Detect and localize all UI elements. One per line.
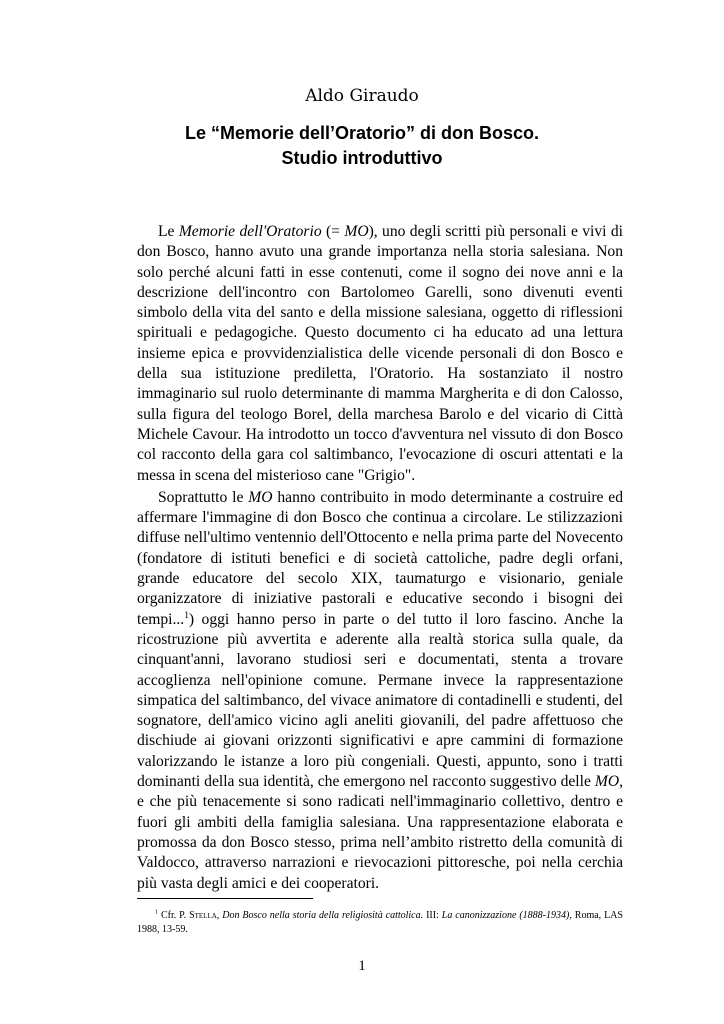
- p2-italic-2: MO: [594, 773, 620, 791]
- p1-text-1: Le: [158, 223, 179, 240]
- page-number: 1: [358, 958, 366, 974]
- fn-italic-1: Don Bosco nella storia della religiosità cattolica.: [222, 910, 424, 921]
- footnote-separator: [137, 898, 313, 899]
- body-text: [137, 222, 623, 894]
- document-title: [0, 121, 724, 171]
- p2-text-3: ) oggi hanno perso in parte o del tutto il loro fascino. Anche la ricostruzione più avvertita e aderente alla realtà storica sulla quale, da cinquant'anni, lavorano studiosi seri e documentati, stenta a trovare accoglienza nell'opinione comune. Permane invece la rappresentazione simpatica del saltimbanco, del vivace animatore di contadinelli e studenti, del sognatore, dell'amico vicino agli aneliti giovanili, del padre affettuoso che dischiude ai giovani orizzonti significativi e apre cammini di formazione valorizzando le istanze a loro più congeniali. Questi, appunto, sono i tratti dominanti della sua identità, che emergono nel racconto suggestivo delle: [137, 610, 623, 791]
- paragraph-1: [137, 222, 623, 486]
- fn-text-3: III:: [423, 910, 442, 921]
- p2-text-2: hanno contribuito in modo determinante a costruire ed affermare l'immagine di don Bosco che continua a circolare. Le stilizzazioni diffuse nell'ultimo ventennio dell'Ottocento e nella prima parte del Novecento (fondatore di istituti benefici e di società cattoliche, padre degli orfani, grande educatore del secolo XIX, taumaturgo e visionario, geniale organizzatore di iniziative pastorali e educative secondo i bisogni dei tempi...: [137, 488, 624, 628]
- p2-text-4: , e che più tenacemente si sono radicati nell'immaginario collettivo, dentro e fuori gli ambiti della famiglia salesiana. Una rappresentazione elaborata e promossa da don Bosco stesso, prima nell’ambito ristretto della comunità di Valdocco, attraverso narrazioni e rievocazioni pittoresche, poi nella cerchia più vasta degli amici e dei cooperatori.: [137, 773, 623, 892]
- p2-text-1: Soprattutto le: [158, 488, 249, 506]
- fn-italic-2: La canonizzazione (1888-1934): [441, 910, 570, 921]
- p1-text-2: (=: [321, 223, 345, 240]
- p1-italic-2: MO: [344, 223, 369, 240]
- fn-author: Stella: [189, 910, 217, 921]
- fn-text-2: ,: [216, 910, 223, 921]
- p1-italic-1: Memorie dell'Oratorio: [178, 223, 322, 240]
- title-line-2: Studio introduttivo: [281, 148, 443, 168]
- p1-text-3: ), uno degli scritti più personali e vivi di don Bosco, hanno avuto una grande importanza nella storia salesiana. Non solo perché alcuni fatti in esse contenuti, come il sogno dei nove anni e la descrizione dell'incontro con Bartolomeo Garelli, sono divenuti eventi simbolo della vita del santo e della missione salesiana, oggetto di riflessioni spirituali e pedagogiche. Questo documento ci ha educato ad una lettura insieme epica e provvidenzialistica delle vicende personali di don Bosco e della sua istituzione prediletta, l'Oratorio. Ha sostanziato il nostro immaginario sul ruolo determinante di mamma Margherita e di don Calosso, sulla figura del teologo Borel, della marchesa Barolo e del vicario di Città Michele Cavour. Ha introdotto un tocco d'avventura nel vissuto di don Bosco col racconto della gara col saltimbanco, l'evocazione di oscuri attentati e la messa in scena del misterioso cane "Grigio".: [137, 223, 623, 484]
- fn-text-1: Cfr. P.: [158, 910, 190, 921]
- fn-text-4: , Roma, LAS 1988, 13-59.: [137, 910, 623, 935]
- footnote-number: 1: [155, 909, 158, 916]
- footnote-1: [137, 909, 623, 937]
- author-name: Aldo Giraudo: [305, 86, 419, 106]
- title-line-1: Le “Memorie dell’Oratorio” di don Bosco.: [184, 123, 540, 143]
- paragraph-2: [137, 488, 623, 894]
- footnote-reference[interactable]: 1: [184, 610, 189, 621]
- p2-italic-1: MO: [248, 488, 273, 506]
